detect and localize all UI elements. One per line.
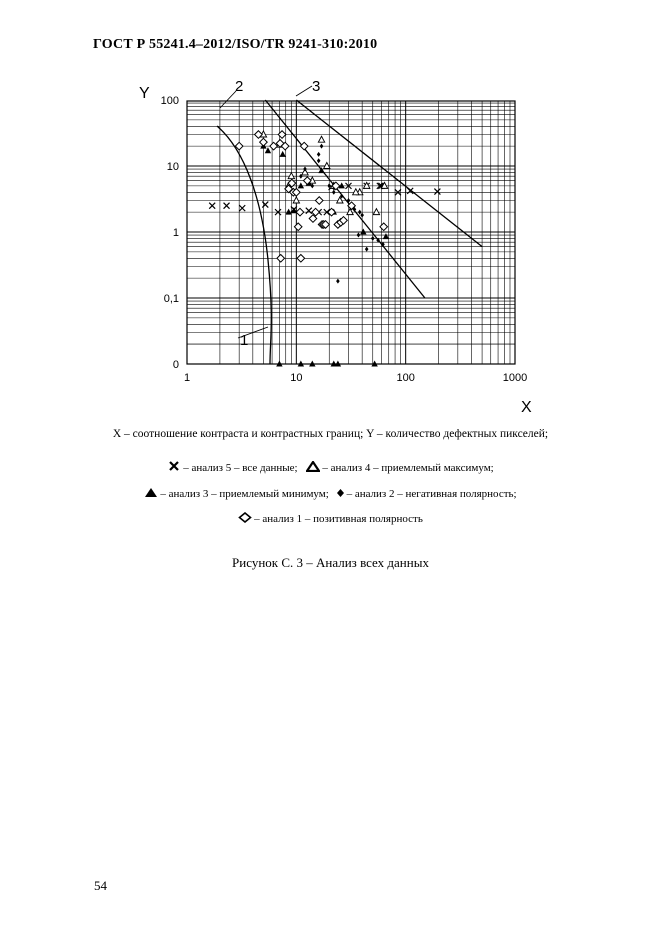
legend-row-2 <box>0 487 661 500</box>
curve-3-leader <box>296 86 312 96</box>
data-point-filled-diamond <box>317 158 321 163</box>
legend-item-4: – анализ 4 – приемлемый максимум; <box>322 462 494 474</box>
data-point-filled-triangle <box>383 233 389 239</box>
chart-grid <box>187 101 515 364</box>
data-point-filled-triangle <box>279 151 285 157</box>
data-point-open-diamond <box>277 254 285 262</box>
curve-label-3: 3 <box>312 78 321 95</box>
data-point-open-triangle <box>293 197 299 203</box>
figure-caption: X – соотношение контраста и контрастных границ; Y – количество дефектных пикселей; <box>112 428 549 440</box>
x-axis-label: X <box>521 399 532 416</box>
data-point-filled-triangle <box>298 182 304 188</box>
y-axis-label: Y <box>139 85 150 102</box>
data-point-filled-diamond <box>336 279 340 284</box>
data-point-filled-diamond <box>317 152 321 157</box>
data-point-cross <box>209 203 215 209</box>
data-point-open-diamond <box>380 223 388 231</box>
data-point-cross <box>239 205 245 211</box>
figure-title: Рисунок С. 3 – Анализ всех данных <box>232 555 429 570</box>
data-point-open-diamond <box>300 142 308 150</box>
curve-2-leader <box>220 91 236 108</box>
data-point-open-triangle <box>347 209 353 215</box>
document-header: ГОСТ Р 55241.4–2012/ISO/TR 9241-310:2010 <box>93 37 378 52</box>
data-point-cross <box>224 203 230 209</box>
legend-item-2: – анализ 2 – негативная полярность; <box>346 488 517 500</box>
data-point-filled-diamond <box>358 210 362 215</box>
data-point-filled-diamond <box>332 190 336 195</box>
open-diamond-icon <box>238 512 252 523</box>
y-tick-label: 100 <box>160 95 179 107</box>
chart-curves <box>217 86 482 364</box>
curve-2 <box>265 100 425 298</box>
y-tick-label: 0 <box>172 359 179 371</box>
filled-diamond-icon <box>336 487 345 498</box>
data-point-filled-diamond <box>320 144 324 149</box>
data-point-filled-diamond <box>357 233 361 238</box>
data-point-filled-diamond <box>365 247 369 252</box>
legend-item-1: – анализ 1 – позитивная полярность <box>254 513 423 525</box>
y-tick-label: 0,1 <box>163 293 179 305</box>
data-point-cross <box>434 189 440 195</box>
data-point-open-triangle <box>373 209 379 215</box>
data-point-filled-diamond <box>371 236 375 241</box>
x-tick-label: 1000 <box>502 372 528 384</box>
curve-label-1: 1 <box>240 332 249 349</box>
curve-label-2: 2 <box>235 78 244 95</box>
data-point-open-diamond <box>260 138 268 146</box>
open-triangle-icon <box>306 461 320 472</box>
data-point-open-diamond <box>296 208 304 216</box>
y-tick-label: 10 <box>166 161 179 173</box>
legend-row-3 <box>0 512 661 525</box>
x-tick-label: 100 <box>396 372 415 384</box>
data-point-open-diamond <box>297 254 305 262</box>
data-point-open-diamond <box>315 197 323 205</box>
x-tick-label: 1 <box>183 372 191 384</box>
page-number: 54 <box>94 878 107 893</box>
legend-item-3: – анализ 3 – приемлемый минимум; <box>160 488 329 500</box>
cross-icon <box>167 461 181 472</box>
scatter-chart <box>0 0 661 430</box>
legend-item-5: – анализ 5 – все данные; <box>183 462 298 474</box>
filled-triangle-icon <box>144 487 158 498</box>
x-tick-label: 10 <box>290 372 303 384</box>
data-point-open-triangle <box>288 173 294 179</box>
data-point-filled-diamond <box>360 213 364 218</box>
y-tick-label: 1 <box>172 227 179 239</box>
legend-row-1 <box>0 461 661 474</box>
data-point-cross <box>306 208 312 214</box>
data-point-open-diamond <box>294 223 302 231</box>
data-point-open-triangle <box>318 136 324 142</box>
